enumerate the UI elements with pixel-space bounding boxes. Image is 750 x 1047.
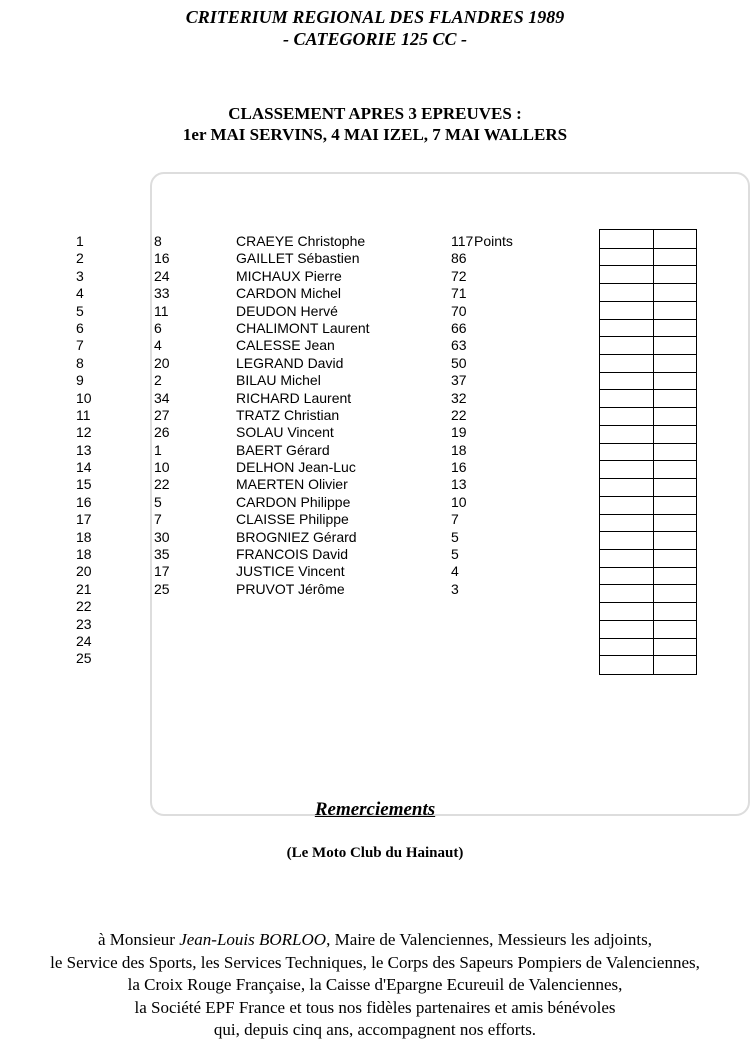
rider-name-cell: CALESSE Jean (236, 337, 335, 354)
rider-name-cell: DEUDON Hervé (236, 302, 338, 319)
rider-name-cell: CLAISSE Philippe (236, 511, 349, 528)
grid-row-line (600, 514, 696, 515)
results-list (0, 233, 560, 668)
rank-cell: 3 (76, 267, 84, 284)
grid-row-line (600, 531, 696, 532)
bike-number-cell: 16 (154, 250, 170, 267)
category-subtitle: - CATEGORIE 125 CC - (282, 29, 468, 49)
grid-row-line (600, 301, 696, 302)
bike-number-cell: 26 (154, 424, 170, 441)
bike-number-cell: 8 (154, 233, 162, 249)
rank-cell: 20 (76, 563, 92, 580)
bike-number-cell: 24 (154, 267, 170, 284)
grid-row-line (600, 389, 696, 390)
result-row (0, 303, 560, 320)
rider-name-cell: BAERT Gérard (236, 441, 330, 458)
rank-cell: 11 (76, 406, 91, 423)
result-row (0, 285, 560, 302)
mayor-name: Jean-Louis BORLOO (179, 930, 327, 949)
result-row (0, 355, 560, 372)
bike-number-cell: 10 (154, 459, 170, 476)
bike-number-cell: 4 (154, 337, 162, 354)
standing-title: CLASSEMENT APRES 3 EPREUVES : (228, 104, 522, 123)
points-cell: 19 (451, 424, 467, 441)
bike-number-cell: 2 (154, 372, 162, 389)
bike-number-cell: 34 (154, 389, 170, 406)
grid-row-line (600, 354, 696, 355)
thanks-line-1-end: , Maire de Valenciennes, Messieurs les adjoints, (326, 930, 652, 949)
rider-name-cell: CARDON Michel (236, 285, 342, 302)
result-row (0, 424, 560, 441)
grid-row-line (600, 638, 696, 639)
grid-row-line (600, 336, 696, 337)
rank-cell: 18 (76, 546, 92, 563)
rider-name-cell: CARDON Philippe (236, 493, 351, 510)
points-cell: 4 (451, 563, 459, 580)
championship-title: CRITERIUM REGIONAL DES FLANDRES 1989 (185, 7, 565, 27)
rider-name-cell: CHALIMONT Laurent (236, 319, 370, 336)
rider-name-cell: PRUVOT Jérôme (236, 580, 345, 597)
points-cell: 72 (451, 267, 467, 284)
rank-cell: 9 (76, 372, 84, 389)
result-row (0, 372, 560, 389)
result-row (0, 390, 560, 407)
points-cell: 117 (451, 233, 474, 249)
standing-events: 1er MAI SERVINS, 4 MAI IZEL, 7 MAI WALLERS (182, 125, 568, 144)
points-cell: 5 (451, 546, 459, 563)
rider-name-cell: TRATZ Christian (236, 406, 340, 423)
grid-row-line (600, 549, 696, 550)
result-row (0, 650, 560, 667)
rank-cell: 16 (76, 493, 92, 510)
result-row (0, 546, 560, 563)
result-row (0, 511, 560, 528)
points-cell: 3 (451, 580, 459, 597)
points-cell: 86 (451, 250, 467, 267)
bike-number-cell: 33 (154, 285, 170, 302)
rank-cell: 4 (76, 285, 84, 302)
thanks-line-5: qui, depuis cinq ans, accompagnent nos efforts. (213, 1020, 537, 1039)
rank-cell: 2 (76, 250, 84, 267)
rank-cell: 15 (76, 476, 92, 493)
grid-row-line (600, 265, 696, 266)
bike-number-cell: 5 (154, 493, 162, 510)
grid-row-line (600, 443, 696, 444)
points-unit-label: Points (474, 233, 513, 249)
rank-cell: 17 (76, 511, 92, 528)
points-cell: 32 (451, 389, 467, 406)
rank-cell: 10 (76, 389, 92, 406)
rider-name-cell: MAERTEN Olivier (236, 476, 348, 493)
rider-name-cell: LEGRAND David (236, 354, 344, 371)
grid-row-line (600, 584, 696, 585)
club-name: (Le Moto Club du Hainaut) (286, 845, 464, 861)
rank-cell: 6 (76, 319, 84, 336)
bike-number-cell: 11 (154, 302, 169, 319)
bike-number-cell: 35 (154, 546, 170, 563)
bike-number-cell: 25 (154, 580, 170, 597)
rider-name-cell: CRAEYE Christophe (236, 233, 366, 249)
rider-name-cell: BILAU Michel (236, 372, 321, 389)
grid-column-divider (653, 230, 654, 674)
bike-number-cell: 7 (154, 511, 162, 528)
rider-name-cell: DELHON Jean-Luc (236, 459, 356, 476)
grid-row-line (600, 407, 696, 408)
grid-row-line (600, 478, 696, 479)
rank-cell: 5 (76, 302, 84, 319)
bike-number-cell: 20 (154, 354, 170, 371)
points-cell: 70 (451, 302, 467, 319)
rank-cell: 22 (76, 598, 92, 615)
result-row (0, 268, 560, 285)
thanks-line-1 (0, 929, 750, 952)
thanks-line-1-start: à Monsieur (98, 930, 180, 949)
page-header (0, 6, 750, 50)
rider-name-cell: FRANCOIS David (236, 546, 349, 563)
rank-cell: 14 (76, 459, 92, 476)
result-row (0, 407, 560, 424)
result-row (0, 563, 560, 580)
bleed-through-lettering (170, 175, 186, 222)
rider-name-cell: BROGNIEZ Gérard (236, 528, 357, 545)
result-row (0, 442, 560, 459)
bike-number-cell: 6 (154, 319, 162, 336)
grid-row-line (600, 319, 696, 320)
points-cell: 37 (451, 372, 467, 389)
points-cell: 18 (451, 441, 467, 458)
grid-row-line (600, 602, 696, 603)
points-cell: 63 (451, 337, 467, 354)
thanks-paragraph (0, 929, 750, 1042)
blank-score-grid (599, 229, 697, 675)
rider-name-cell: JUSTICE Vincent (236, 563, 345, 580)
rider-name-cell: SOLAU Vincent (236, 424, 334, 441)
grid-row-line (600, 248, 696, 249)
result-row (0, 598, 560, 615)
grid-row-line (600, 372, 696, 373)
bike-number-cell: 1 (154, 441, 162, 458)
rider-name-cell: GAILLET Sébastien (236, 250, 360, 267)
points-cell: 5 (451, 528, 459, 545)
result-row (0, 459, 560, 476)
result-row (0, 233, 560, 250)
result-row (0, 581, 560, 598)
points-cell: 50 (451, 354, 467, 371)
rider-name-cell: RICHARD Laurent (236, 389, 352, 406)
rank-cell: 18 (76, 528, 92, 545)
rank-cell: 24 (76, 632, 92, 649)
result-row (0, 494, 560, 511)
bike-number-cell: 22 (154, 476, 170, 493)
points-cell: 10 (451, 493, 467, 510)
rank-cell: 7 (76, 337, 84, 354)
grid-row-line (600, 620, 696, 621)
result-row (0, 476, 560, 493)
rank-cell: 8 (76, 354, 84, 371)
rank-cell: 1 (76, 233, 84, 249)
rank-cell: 21 (76, 580, 92, 597)
result-row (0, 250, 560, 267)
points-cell: 16 (451, 459, 467, 476)
points-cell: 13 (451, 476, 467, 493)
grid-row-line (600, 496, 696, 497)
grid-row-line (600, 283, 696, 284)
standing-heading (0, 103, 750, 145)
thanks-line-2: le Service des Sports, les Services Techniques, le Corps des Sapeurs Pompiers de Valenciennes, (50, 952, 700, 972)
bike-number-cell: 30 (154, 528, 170, 545)
result-row (0, 320, 560, 337)
grid-row-line (600, 655, 696, 656)
result-row (0, 337, 560, 354)
result-row (0, 633, 560, 650)
points-cell: 66 (451, 319, 467, 336)
grid-row-line (600, 425, 696, 426)
grid-row-line (600, 567, 696, 568)
bike-number-cell: 17 (154, 563, 170, 580)
result-row (0, 529, 560, 546)
bike-number-cell: 27 (154, 406, 170, 423)
result-row (0, 616, 560, 633)
thanks-line-4: la Société EPF France et tous nos fidèles partenaires et amis bénévoles (134, 997, 616, 1017)
rank-cell: 23 (76, 615, 92, 632)
rank-cell: 25 (76, 650, 92, 667)
rank-cell: 13 (76, 441, 92, 458)
grid-row-line (600, 460, 696, 461)
points-cell: 7 (451, 511, 459, 528)
thanks-line-3: la Croix Rouge Française, la Caisse d'Epargne Ecureuil de Valenciennes, (127, 975, 623, 994)
rider-name-cell: MICHAUX Pierre (236, 267, 342, 284)
thanks-title: Remerciements (314, 799, 436, 820)
points-cell: 71 (451, 285, 467, 302)
points-cell: 22 (451, 406, 467, 423)
rank-cell: 12 (76, 424, 92, 441)
